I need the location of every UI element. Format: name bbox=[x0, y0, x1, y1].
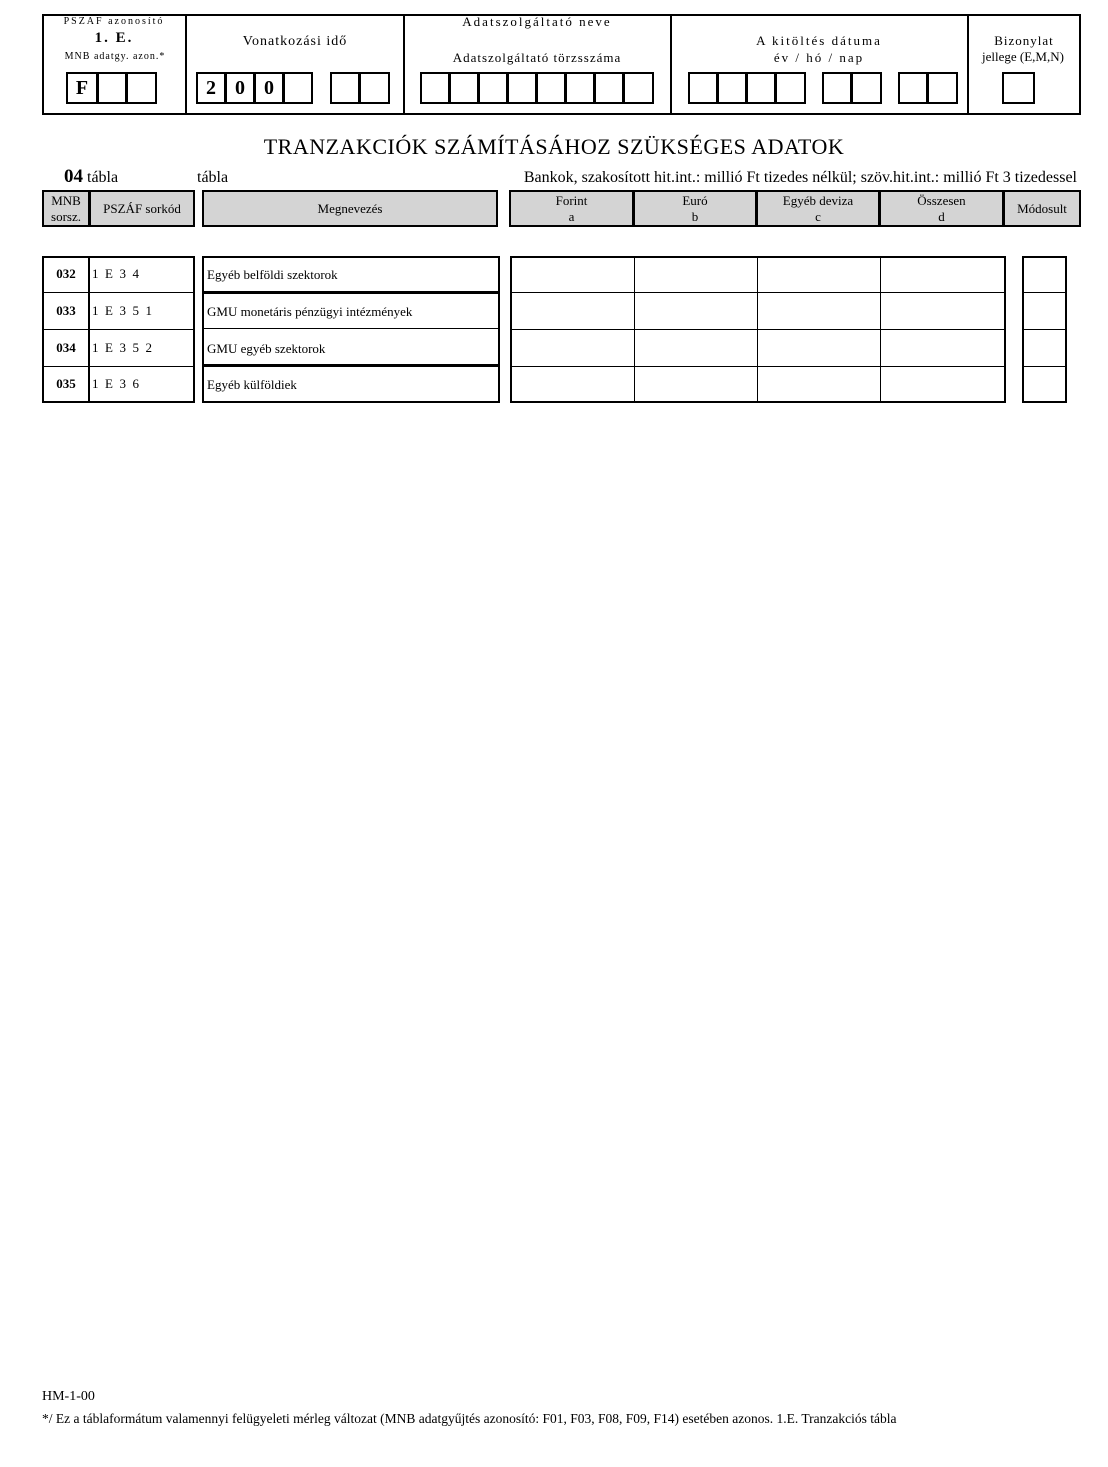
value-cell-other[interactable] bbox=[758, 367, 879, 401]
page-title: TRANZAKCIÓK SZÁMÍTÁSÁHOZ SZÜKSÉGES ADATOK bbox=[263, 134, 845, 159]
value-cell-forint[interactable] bbox=[512, 293, 633, 329]
col-header-euro-label: Euró bbox=[682, 193, 708, 208]
row-code: 1 E 3 5 2 bbox=[92, 340, 152, 355]
provider-id-digit-1[interactable] bbox=[420, 72, 450, 104]
value-cell-modified[interactable] bbox=[1024, 330, 1065, 366]
col-header-total-label: Összesen bbox=[917, 193, 966, 208]
provider-id-digit-5[interactable] bbox=[536, 72, 566, 104]
doc-type-label-1: Bizonylat bbox=[994, 33, 1054, 48]
row-number: 033 bbox=[56, 303, 76, 318]
value-cell-other[interactable] bbox=[758, 330, 879, 366]
value-cell-forint[interactable] bbox=[512, 330, 633, 366]
value-cell-modified[interactable] bbox=[1024, 367, 1065, 401]
col-header-pszaf: PSZÁF sorkód bbox=[89, 190, 195, 227]
fill-year-digit-1[interactable] bbox=[688, 72, 718, 104]
fill-date-sub: év / hó / nap bbox=[773, 50, 865, 65]
ref-time-digit-1[interactable]: 2 bbox=[196, 72, 226, 104]
col-header-other-sub: c bbox=[815, 209, 821, 224]
fill-month-digit-1[interactable] bbox=[822, 72, 852, 104]
ref-time-digit-4[interactable] bbox=[283, 72, 313, 104]
col-header-other-label: Egyéb deviza bbox=[782, 193, 854, 208]
col-header-euro-sub: b bbox=[691, 209, 699, 224]
col-header-euro bbox=[633, 190, 757, 227]
col-header-forint-sub: a bbox=[568, 209, 575, 224]
ref-time-digit-5[interactable] bbox=[330, 72, 360, 104]
fill-year-digit-3[interactable] bbox=[746, 72, 776, 104]
mnb-id-digit-2[interactable] bbox=[97, 72, 127, 104]
row-number: 034 bbox=[56, 340, 76, 355]
value-cell-euro[interactable] bbox=[635, 367, 756, 401]
row-name: GMU egyéb szektorok bbox=[207, 341, 326, 356]
row-number: 032 bbox=[56, 266, 76, 281]
footer-note: */ Ez a táblaformátum valamennyi felügyeleti mérleg változat (MNB adatgyűjtés azonosító: F01, F03, F08, F09, F14) esetében azonos. 1.E. Tranzakciós tábla bbox=[42, 1411, 897, 1426]
value-cell-total[interactable] bbox=[881, 258, 1003, 292]
mnb-label: MNB adatgy. azon.* bbox=[64, 51, 166, 62]
value-cell-euro[interactable] bbox=[635, 330, 756, 366]
fill-month-digit-2[interactable] bbox=[851, 72, 882, 104]
col-header-total bbox=[879, 190, 1004, 227]
fill-year-digit-4[interactable] bbox=[775, 72, 806, 104]
col-header-other bbox=[756, 190, 880, 227]
row-name: Egyéb belföldi szektorok bbox=[207, 267, 338, 282]
doc-type-input[interactable] bbox=[1002, 72, 1035, 104]
fill-date-label: A kitöltés dátuma bbox=[756, 33, 882, 48]
mnb-id-digit-1[interactable]: F bbox=[66, 72, 98, 104]
col-header-total-sub: d bbox=[938, 209, 945, 224]
value-cell-total[interactable] bbox=[881, 367, 1003, 401]
provider-id-digit-4[interactable] bbox=[507, 72, 537, 104]
doc-type-label-2: jellege (E,M,N) bbox=[982, 49, 1064, 64]
value-cell-total[interactable] bbox=[881, 293, 1003, 329]
table-number-line bbox=[64, 166, 118, 188]
col-header-name: Megnevezés bbox=[202, 190, 498, 227]
value-cell-forint[interactable] bbox=[512, 367, 633, 401]
value-cell-modified[interactable] bbox=[1024, 258, 1065, 292]
table-word-2: tábla bbox=[197, 169, 229, 186]
row-separator bbox=[204, 291, 499, 294]
col-header-forint bbox=[509, 190, 634, 227]
footer-code: HM-1-00 bbox=[42, 1389, 95, 1404]
fill-year-digit-2[interactable] bbox=[717, 72, 747, 104]
provider-id-label: Adatszolgáltató törzsszáma bbox=[452, 50, 622, 65]
provider-id-digit-2[interactable] bbox=[449, 72, 479, 104]
ref-time-digit-3[interactable]: 0 bbox=[254, 72, 284, 104]
value-cell-euro[interactable] bbox=[635, 293, 756, 329]
col-header-forint-label: Forint bbox=[555, 193, 588, 208]
header-divider bbox=[185, 14, 187, 115]
value-cell-euro[interactable] bbox=[635, 258, 756, 292]
provider-name-label: Adatszolgáltató neve bbox=[462, 14, 612, 29]
ref-time-label: Vonatkozási idő bbox=[242, 34, 348, 49]
row-separator bbox=[44, 366, 194, 367]
units-note: Bankok, szakosított hit.int.: millió Ft tizedes nélkül; szöv.hit.int.: millió Ft 3 tizedessel bbox=[523, 169, 1077, 186]
col-header-mnb-1: MNB bbox=[51, 193, 81, 208]
pszaf-label: PSZAF azonosító bbox=[63, 16, 165, 27]
provider-id-digit-3[interactable] bbox=[478, 72, 508, 104]
row-code: 1 E 3 4 bbox=[92, 266, 139, 281]
table-word: tábla bbox=[87, 169, 119, 186]
fill-day-digit-1[interactable] bbox=[898, 72, 928, 104]
value-cell-forint[interactable] bbox=[512, 258, 633, 292]
row-separator bbox=[44, 329, 194, 330]
row-separator bbox=[44, 292, 194, 293]
row-code: 1 E 3 6 bbox=[92, 376, 139, 391]
fill-day-digit-2[interactable] bbox=[927, 72, 958, 104]
value-cell-other[interactable] bbox=[758, 258, 879, 292]
table-number: 04 bbox=[64, 166, 83, 187]
row-number: 035 bbox=[56, 376, 76, 391]
provider-id-digit-7[interactable] bbox=[594, 72, 624, 104]
header-divider bbox=[967, 14, 969, 115]
provider-id-digit-8[interactable] bbox=[623, 72, 654, 104]
ref-time-digit-2[interactable]: 0 bbox=[225, 72, 255, 104]
col-header-modified: Módosult bbox=[1003, 190, 1081, 227]
pszaf-code: 1. E. bbox=[94, 30, 134, 46]
col-header-mnb bbox=[42, 190, 90, 227]
value-cell-modified[interactable] bbox=[1024, 293, 1065, 329]
ref-time-digit-6[interactable] bbox=[359, 72, 390, 104]
row-name: Egyéb külföldiek bbox=[207, 377, 297, 392]
provider-id-digit-6[interactable] bbox=[565, 72, 595, 104]
col-header-mnb-2: sorsz. bbox=[51, 209, 81, 224]
mnb-id-digit-3[interactable] bbox=[126, 72, 157, 104]
value-cell-total[interactable] bbox=[881, 330, 1003, 366]
row-name: GMU monetáris pénzügyi intézmények bbox=[207, 304, 413, 319]
row-code: 1 E 3 5 1 bbox=[92, 303, 152, 318]
row-separator bbox=[204, 328, 499, 329]
row-separator bbox=[204, 364, 499, 367]
value-cell-other[interactable] bbox=[758, 293, 879, 329]
